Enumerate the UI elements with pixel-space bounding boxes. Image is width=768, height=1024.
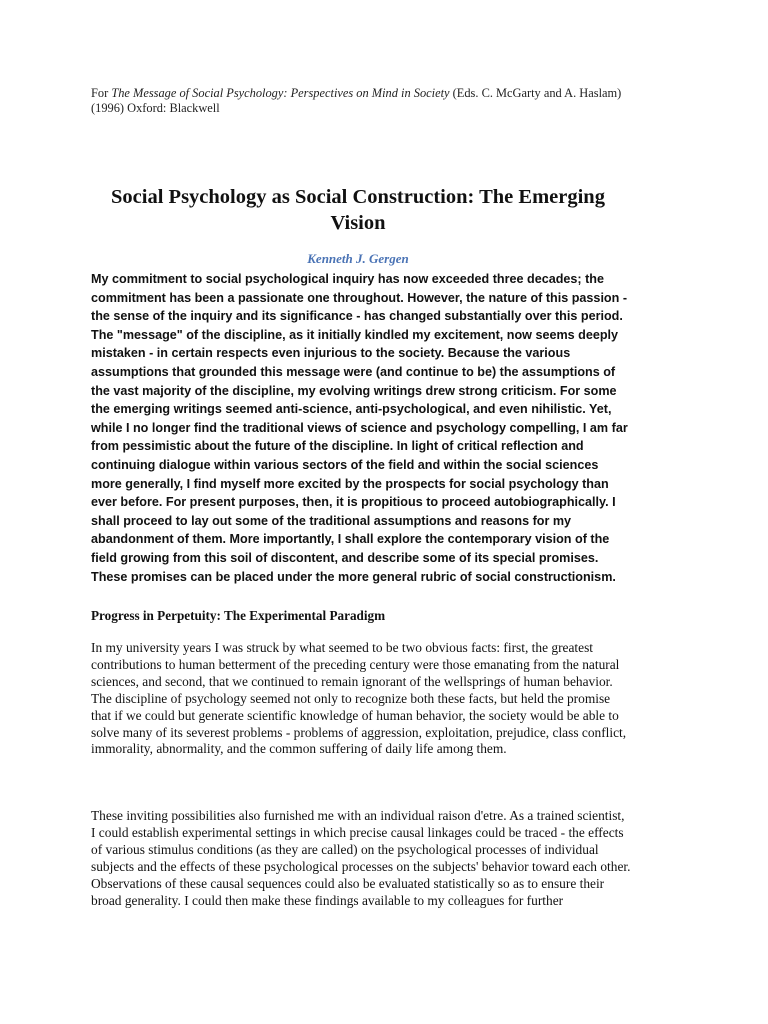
author-name: Kenneth J. Gergen [307,251,409,266]
body-paragraph: In my university years I was struck by what seemed to be two obvious facts: first, the greatest contributions to human betterment of the preceding century were those emanating from the natural sciences, and second, that we continued to remain ignorant of the wellsprings of human behavior. The discipline of psychology seemed not only to recognize both these facts, but held the promise that if we could but generate scientific knowledge of human behavior, the society would be able to solve many of its severest problems - problems of aggression, exploitation, prejudice, class conflict, immorality, abnormality, and the common suffering of daily life among them. [91,640,627,757]
citation-book-title: The Message of Social Psychology: Perspectives on Mind in Society [111,86,450,100]
citation-note [91,86,631,116]
document-title: Social Psychology as Social Construction: The Emerging Vision [111,186,605,234]
body-paragraph: These inviting possibilities also furnished me with an individual raison d'etre. As a trained scientist, I could establish experimental settings in which precise causal linkages could be traced - the effects of various stimulus conditions (as they are called) on the psychological processes of individual subjects and the effects of these psychological processes on the subjects' behavior toward each other. Observations of these causal sequences could also be evaluated statistically so as to ensure their broad generality. I could then make these findings available to my colleagues for further [91,808,631,908]
citation-prefix: For [91,86,112,100]
abstract-paragraph: My commitment to social psychological inquiry has now exceeded three decades; the commitment has been a passionate one throughout. However, the nature of this passion - the sense of the inquiry and its significance - has changed substantially over this period. The "message" of the discipline, as it initially kindled my excitement, now seems deeply mistaken - in certain respects even injurious to the society. Because the various assumptions that grounded this message were (and continue to be) the assumptions of the vast majority of the discipline, my evolving writings drew strong criticism. For some the emerging writings seemed anti-science, anti-psychological, and even nihilistic. Yet, while I no longer find the traditional views of science and psychology compelling, I am far from pessimistic about the future of the discipline. In light of critical reflection and continuing dialogue within various sectors of the field and within the social sciences more generally, I find myself more excited by the prospects for social psychology than ever before. For present purposes, then, it is propitious to proceed autobiographically. I shall proceed to lay out some of the traditional assumptions and reasons for my abandonment of them. More importantly, I shall explore the contemporary vision of the field growing from this soil of discontent, and describe some of its special promises. These promises can be placed under the more general rubric of social constructionism. [91,272,628,584]
section-heading: Progress in Perpetuity: The Experimental Paradigm [91,608,386,623]
citation-suffix: (Eds. C. McGarty and A. Haslam) (1996) Oxford: Blackwell [91,86,622,115]
